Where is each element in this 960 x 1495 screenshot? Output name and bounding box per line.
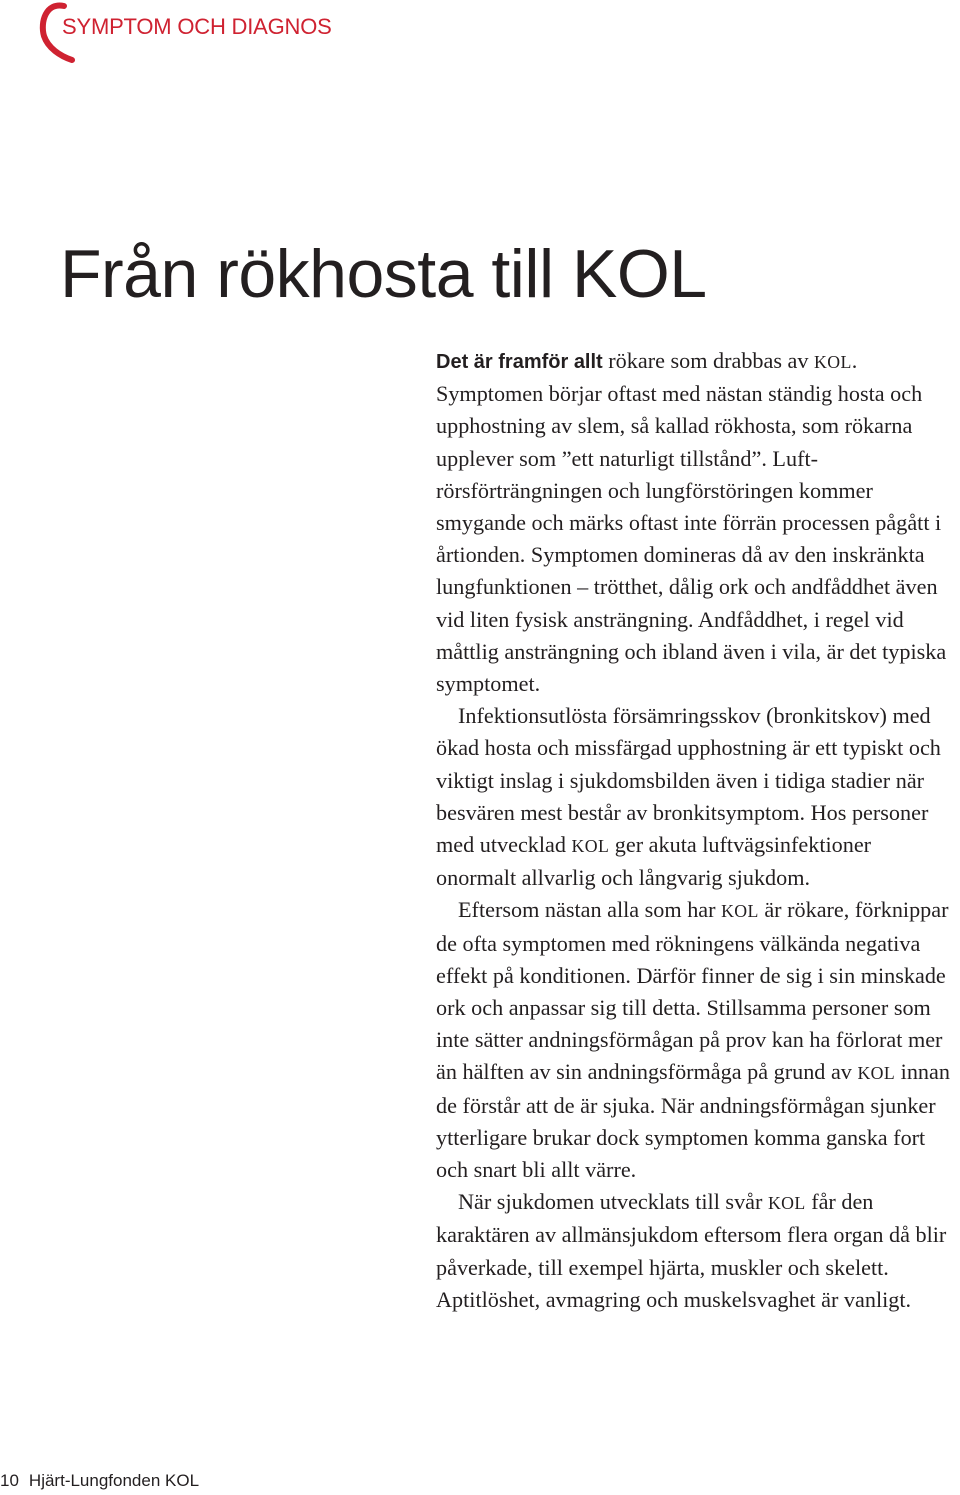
page-title: Från rökhosta till KOL [60,236,707,312]
abbreviation-kol: KOL [767,1193,806,1214]
page-footer [0,1471,199,1491]
page-number: 10 [0,1471,19,1490]
section-title: SYMPTOM OCH DIAGNOS [62,14,332,39]
abbreviation-kol: KOL [721,901,759,922]
paragraph-1 [436,345,956,700]
paragraph-2: Infektionsutlösta försämringsskov (bronkitskov) med ökad hosta och missfärgad upphostning är ett typiskt och viktigt inslag i sjukdomsbilden även i tidiga stadier när besvären mest består av bronkitsymptom. Hos personer med utvecklad KOL ger akuta luftvägsinfektioner onormalt allvarlig och långvarig sjukdom. [436,703,941,891]
article-body [436,345,956,1316]
abbreviation-kol: KOL [814,352,852,372]
abbreviation-kol: KOL [857,1063,896,1084]
abbreviation-kol: KOL [571,836,610,857]
section-header [38,0,458,64]
paragraph-4: När sjukdomen utvecklats till svår KOL får den karaktären av allmänsjukdom eftersom flera organ då blir påverkade, till exempel hjärta, muskler och skelett. Aptitlöshet, avmagring och muskelsvaghet är vanligt. [436,1189,947,1312]
lead-in: Det är framför allt [436,351,603,373]
paragraph-3: Eftersom nästan alla som har KOL är rökare, förknippar de ofta symptomen med rökningens välkända negativa effekt på konditionen. Därför finner de sig i sin minskade ork och anpassar sig till detta. Stillsamma personer som inte sätter andningsförmågan på prov kan ha förlorat mer än hälften av sin andningsförmåga på grund av KOL innan de förstår att de är sjuka. När andningsförmågan sjunker ytterligare brukar dock symptomen komma ganska fort och snart bli allt värre. [436,897,950,1183]
paragraph-1-text: rökare som drabbas av KOL. Symptomen börjar oftast med nästan ständig hosta och upphostning av slem, så kallad rökhosta, som rökarna upplever som ”ett naturligt tillstånd”. Luftrörsförträngningen och lungförstöringen kommer smygande och märks oftast inte förrän processen pågått i årtionden. Symptomen domineras då av den inskränkta lungfunktionen – trötthet, dålig ork och andfåddhet även vid liten fysisk ansträngning. Andfåddhet, i regel vid måttlig ansträngning och ibland även i vila, är det typiska symptomet. [436,348,947,697]
publication-name: Hjärt-Lungfonden KOL [28,1471,200,1490]
